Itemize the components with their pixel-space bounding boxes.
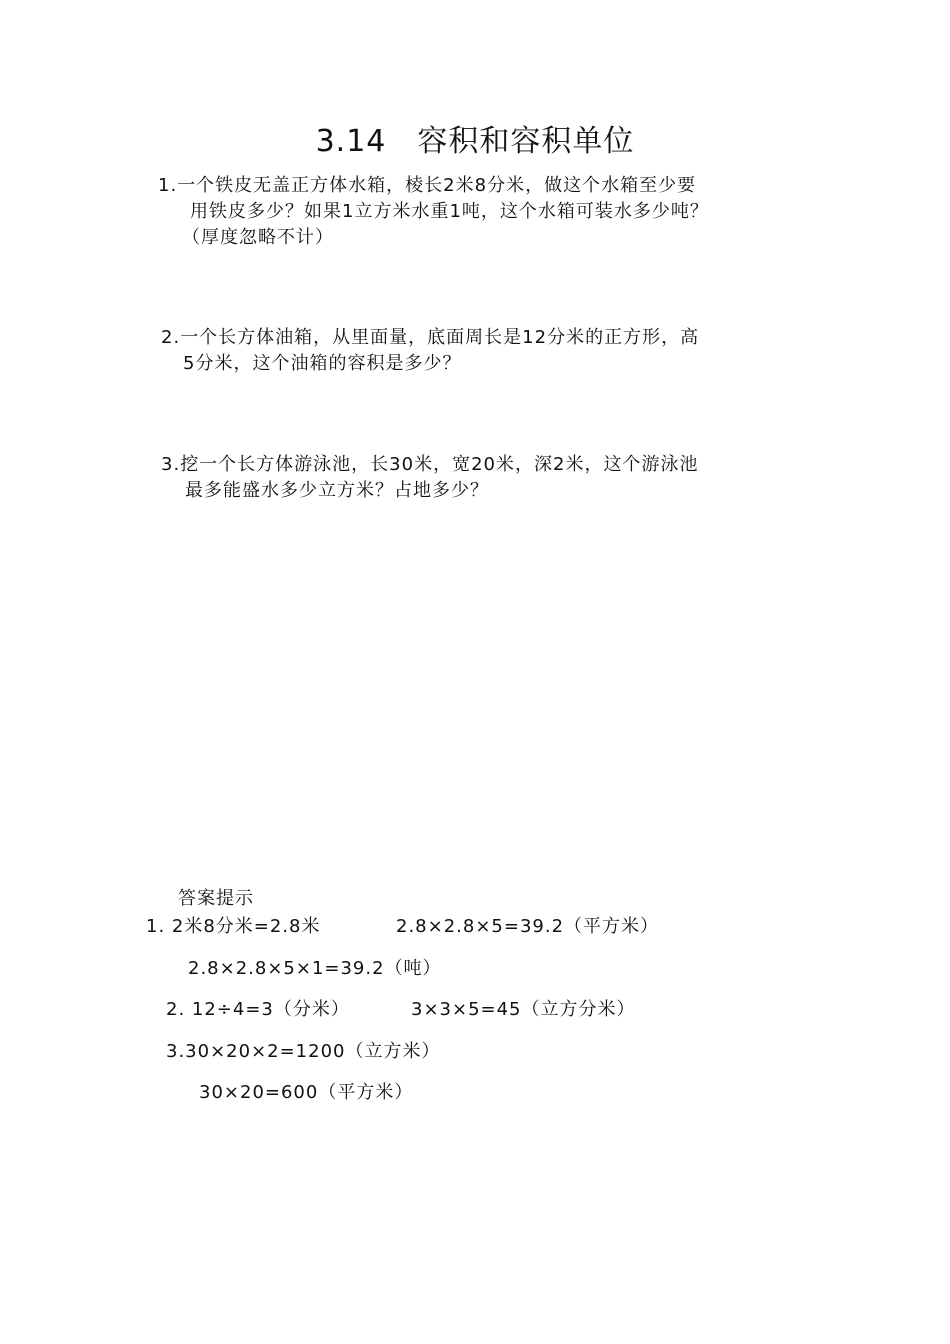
question-3-line-2: 最多能盛水多少立方米？占地多少？	[185, 480, 489, 501]
answer-1-part-3: 2.8×2.8×5×1=39.2（吨）	[188, 958, 442, 979]
question-3-number: 3.	[161, 454, 181, 475]
question-3	[161, 452, 821, 504]
answer-1-part-2: 2.8×2.8×5=39.2（平方米）	[396, 916, 660, 937]
answer-2-part-1: 2. 12÷4=3（分米）	[166, 999, 350, 1020]
answer-3-part-1: 3.30×20×2=1200（立方米）	[166, 1041, 441, 1062]
question-1-line-3: （厚度忽略不计）	[182, 227, 334, 248]
question-2-line-2: 5分米，这个油箱的容积是多少？	[183, 353, 462, 374]
question-3-line-1: 3.挖一个长方体游泳池，长30米，宽20米，深2米，这个游泳池	[161, 454, 699, 475]
question-1-number: 1.	[158, 175, 178, 196]
answer-3-part-2: 30×20=600（平方米）	[199, 1082, 414, 1103]
question-1	[158, 173, 818, 251]
answer-1-part-1: 1. 2米8分米=2.8米	[146, 916, 321, 937]
question-2	[161, 325, 821, 377]
question-1-line-2: 用铁皮多少？如果1立方米水重1吨，这个水箱可装水多少吨？	[190, 201, 709, 222]
question-2-line-1: 2.一个长方体油箱，从里面量，底面周长是12分米的正方形，高	[161, 327, 700, 348]
answer-2-part-2: 3×3×5=45（立方分米）	[411, 999, 636, 1020]
answer-heading: 答案提示	[178, 888, 254, 909]
question-2-number: 2.	[161, 327, 181, 348]
page-title: 3.14 容积和容积单位	[315, 124, 635, 159]
question-1-line-1: 1.一个铁皮无盖正方体水箱，棱长2米8分米，做这个水箱至少要	[158, 175, 697, 196]
